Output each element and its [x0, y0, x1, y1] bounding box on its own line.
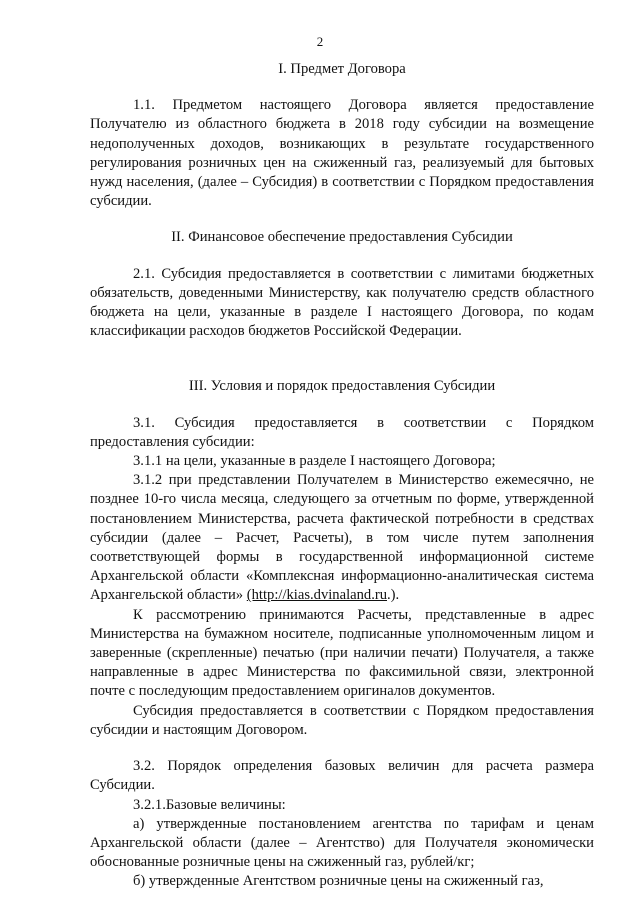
page-number: 2 [316, 34, 324, 49]
paragraph-3-1: 3.1. Субсидия предоставляется в соответствии с Порядком предоставления субсидии: [90, 414, 594, 450]
paragraph-2-1: 2.1. Субсидия предоставляется в соответствии с лимитами бюджетных обязательств, доведенными Министерству, как получателю средств областного бюджета на цели, указанные в разделе I настоящего Договора, по кодам классификации расходов бюджетов Российской Федерации. [90, 265, 594, 340]
paragraph-1-1: 1.1. Предметом настоящего Договора является предоставление Получателю из областного бюджета в 2018 году субсидии на возмещение недополученных доходов, возникающих в результате государственного регулирования розничных цен на сжиженный газ, реализуемый для бытовых нужд населения, (далее – Субсидия) в соответствии с Порядком предоставления субсидии. [90, 97, 594, 210]
paragraph-3-1-2 [90, 471, 594, 605]
paragraph-a: а) утвержденные постановлением агентства по тарифам и ценам Архангельской области (далее – Агентство) для Получателя экономически обоснованные розничные цены на сжиженный газ, рублей/кг; [90, 815, 594, 871]
section-heading-2: II. Финансовое обеспечение предоставления Субсидии [171, 229, 513, 246]
paragraph-3-1-1: 3.1.1 на цели, указанные в разделе I настоящего Договора; [133, 453, 496, 470]
kias-link[interactable]: (http://kias.dvinaland.ru [246, 587, 388, 604]
document-body [90, 60, 594, 892]
section-heading-3: III. Условия и порядок предоставления Субсидии [188, 378, 496, 395]
section-heading-1: I. Предмет Договора [278, 61, 406, 77]
paragraph-3-1-2-text: 3.1.2 при представлении Получателем в Министерство ежемесячно, не позднее 10-го числа месяца, следующего за отчетным по форме, утвержденной постановлением Министерства, расчета фактической потребности в средствах субсидии (далее – Расчет, Расчеты), в том числе путем заполнения соответствующей формы в государственной информационной системе Архангельской области «Комплексная информационно-аналитическая система Архангельской области» [90, 472, 594, 604]
paragraph-3-1-2-tail: .). [387, 587, 400, 604]
paragraph-subsidy-provided: Субсидия предоставляется в соответствии с Порядком предоставления субсидии и настоящим Договором. [90, 702, 594, 738]
paragraph-b: б) утвержденные Агентством розничные цены на сжиженный газ, [133, 873, 544, 890]
paragraph-3-2: 3.2. Порядок определения базовых величин для расчета размера Субсидии. [90, 758, 594, 794]
paragraph-review: К рассмотрению принимаются Расчеты, представленные в адрес Министерства на бумажном носителе, подписанные уполномоченным лицом и заверенные (скрепленные) печатью (при наличии печати) Получателя, а также направленные в адрес Министерства по факсимильной связи, электронной почте с последующим предоставлением оригиналов документов. [90, 606, 594, 700]
paragraph-3-2-1: 3.2.1.Базовые величины: [133, 796, 286, 813]
